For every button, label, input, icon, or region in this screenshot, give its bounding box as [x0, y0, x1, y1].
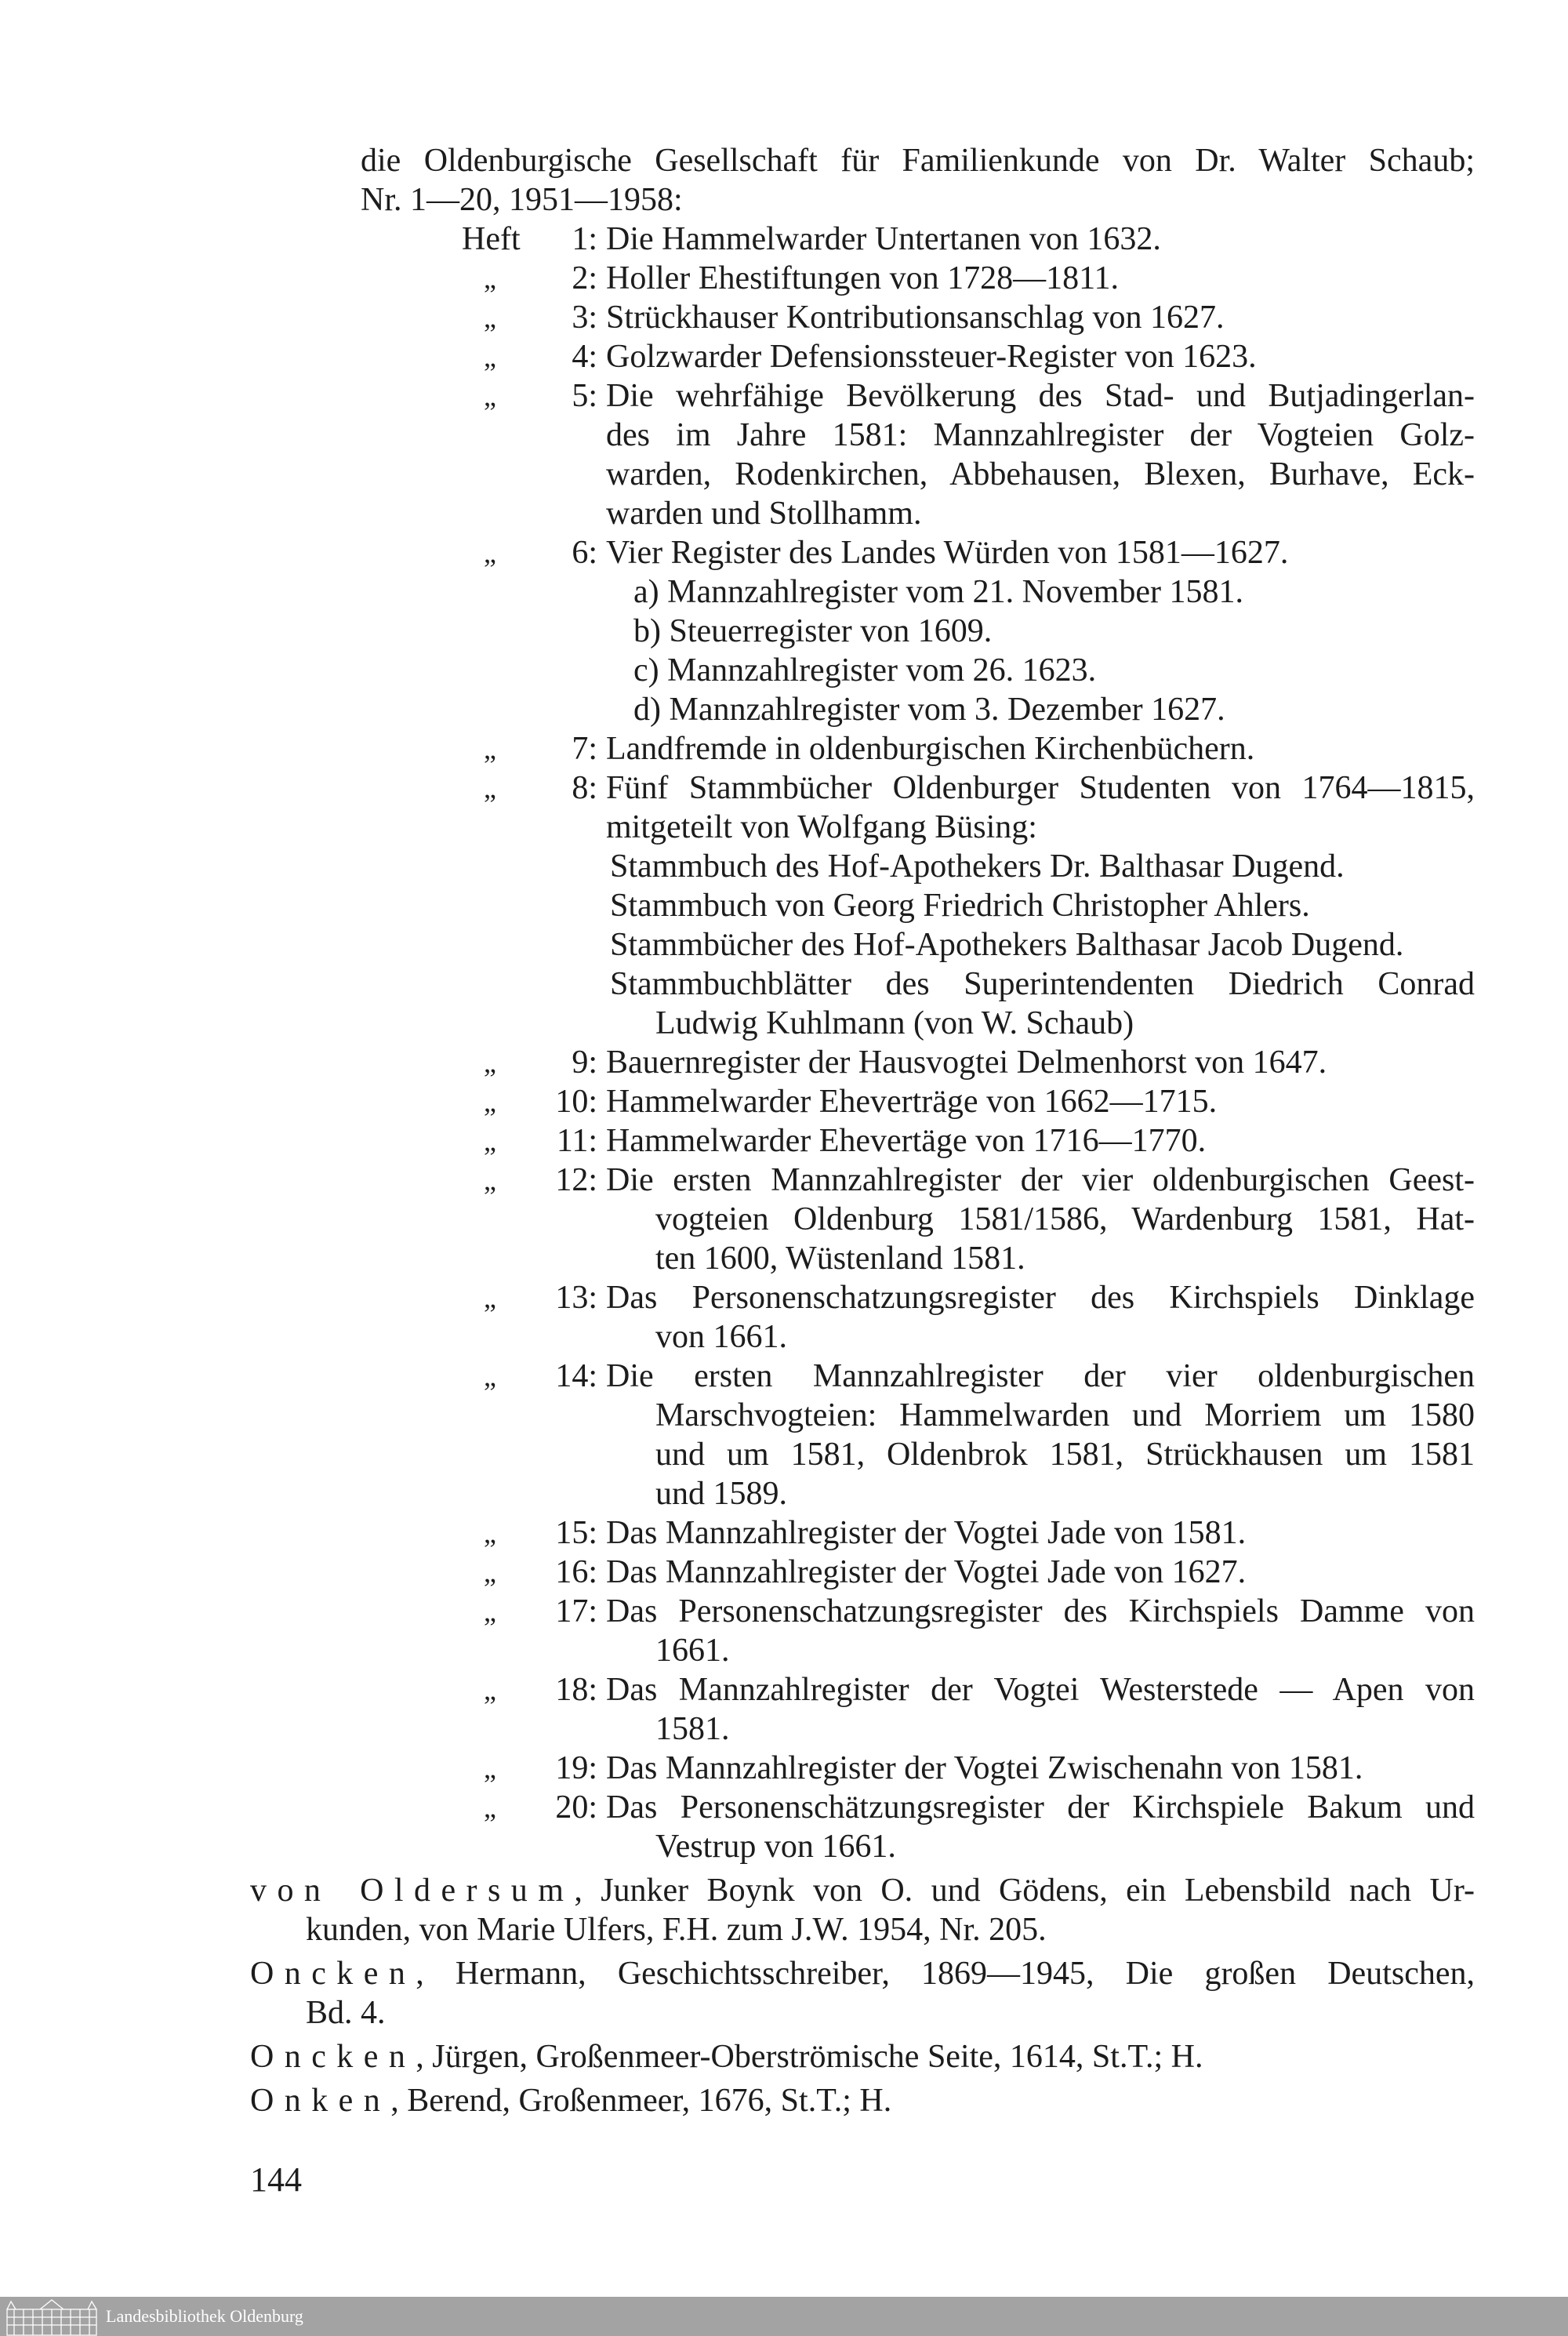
ditto-mark: „ — [484, 1753, 496, 1784]
text-line: Vestrup von 1661. — [655, 1829, 896, 1865]
ditto-mark: „ — [484, 537, 496, 569]
item-number: 6: — [572, 535, 597, 571]
entry-text: , Jürgen, Großenmeer-Oberströmische Seite, 1614, St.T.; H. — [416, 2039, 1203, 2075]
text-line: Das Mannzahlregister der Vogtei Westerstede — Apen von — [606, 1672, 1475, 1708]
text-line: a) Mannzahlregister vom 21. November 1581. — [633, 574, 1243, 610]
entry-text: , Berend, Großenmeer, 1676, St.T.; H. — [390, 2083, 892, 2119]
text-line: Marschvogteien: Hammelwarden und Morriem um 1580 — [655, 1397, 1475, 1433]
text-line: Stammbuchblätter des Superintendenten Diedrich Conrad — [610, 966, 1475, 1002]
entry-name: Onken — [250, 2083, 391, 2119]
item-number: 3: — [572, 300, 597, 336]
item-number: 13: — [555, 1280, 597, 1316]
text-line: 1661. — [655, 1633, 730, 1669]
item-number: 16: — [555, 1554, 597, 1590]
ditto-mark: „ — [484, 1361, 496, 1392]
text-line: von 1661. — [655, 1319, 787, 1355]
entry-name: Oncken — [250, 2039, 416, 2075]
text-line: die Oldenburgische Gesellschaft für Familienkunde von Dr. Walter Schaub; — [361, 143, 1475, 179]
text-line: Stammbücher des Hof-Apothekers Balthasar Jacob Dugend. — [610, 927, 1404, 963]
ditto-mark: „ — [484, 733, 496, 765]
text-line: Die wehrfähige Bevölkerung des Stad- und Butjadingerlan- — [606, 378, 1475, 414]
entry-heading-line — [250, 1954, 1475, 1993]
text-line: warden, Rodenkirchen, Abbehausen, Blexen, Burhave, Eck- — [606, 456, 1475, 492]
item-number: 20: — [555, 1789, 597, 1826]
text-line: Stammbuch des Hof-Apothekers Dr. Balthasar Dugend. — [610, 848, 1345, 885]
ditto-mark: „ — [484, 1086, 496, 1117]
text-line: Strückhauser Kontributionsanschlag von 1627. — [606, 300, 1225, 336]
text-line: Hammelwarder Ehevertäge von 1716—1770. — [606, 1123, 1207, 1159]
text-line: warden und Stollhamm. — [606, 496, 922, 532]
footer-bar — [0, 2297, 1568, 2336]
item-number: 12: — [555, 1162, 597, 1198]
text-line: Das Personenschatzungsregister des Kirchspiels Dinklage — [606, 1280, 1475, 1316]
ditto-mark: „ — [484, 1282, 496, 1313]
text-line: Hammelwarder Eheverträge von 1662—1715. — [606, 1084, 1218, 1120]
item-number: 8: — [572, 770, 597, 806]
item-number: 17: — [555, 1593, 597, 1629]
ditto-mark: „ — [484, 263, 496, 294]
text-line: mitgeteilt von Wolfgang Büsing: — [606, 809, 1037, 845]
item-number: 7: — [572, 731, 597, 767]
text-line: Die ersten Mannzahlregister der vier oldenburgischen — [606, 1358, 1475, 1394]
text-line: des im Jahre 1581: Mannzahlregister der Vogteien Golz- — [606, 417, 1475, 453]
entry-text: , Hermann, Geschichtsschreiber, 1869—1945, Die großen Deutschen, — [416, 1956, 1475, 1992]
entry-name: Oncken — [250, 1956, 416, 1992]
entry-heading-line — [250, 2081, 891, 2120]
text-line: Das Mannzahlregister der Vogtei Zwischenahn von 1581. — [606, 1750, 1363, 1786]
item-number: 10: — [555, 1084, 597, 1120]
text-line: Landfremde in oldenburgischen Kirchenbüchern. — [606, 731, 1255, 767]
text-line: Das Personenschätzungsregister der Kirchspiele Bakum und — [606, 1789, 1475, 1826]
library-building-logo-icon — [5, 2298, 99, 2336]
text-line: Bd. 4. — [306, 1995, 386, 2031]
text-line: Ludwig Kuhlmann (von W. Schaub) — [655, 1005, 1134, 1041]
text-line: 1581. — [655, 1711, 730, 1747]
ditto-mark: „ — [484, 1792, 496, 1823]
text-line: Fünf Stammbücher Oldenburger Studenten von 1764—1815, — [606, 770, 1475, 806]
item-number: 14: — [555, 1358, 597, 1394]
ditto-mark: „ — [484, 1674, 496, 1706]
text-line: kunden, von Marie Ulfers, F.H. zum J.W. 1954, Nr. 205. — [306, 1912, 1047, 1948]
text-line: und 1589. — [655, 1476, 787, 1512]
entry-heading-line — [250, 2037, 1203, 2076]
text-line: ten 1600, Wüstenland 1581. — [655, 1241, 1025, 1277]
text-line: Bauernregister der Hausvogtei Delmenhorst von 1647. — [606, 1044, 1327, 1081]
item-number: 5: — [572, 378, 597, 414]
item-number: 2: — [572, 260, 597, 296]
ditto-mark: „ — [484, 1557, 496, 1588]
ditto-mark: „ — [484, 1596, 496, 1627]
ditto-mark: „ — [484, 341, 496, 372]
ditto-mark: „ — [484, 1517, 496, 1549]
text-line: Vier Register des Landes Würden von 1581—1627. — [606, 535, 1289, 571]
ditto-mark: „ — [484, 1164, 496, 1196]
heft-label: Heft — [462, 221, 521, 257]
page-number: 144 — [250, 2160, 302, 2199]
ditto-mark: „ — [484, 1047, 496, 1078]
text-line: Die ersten Mannzahlregister der vier oldenburgischen Geest- — [606, 1162, 1475, 1198]
ditto-mark: „ — [484, 772, 496, 804]
text-line: Das Mannzahlregister der Vogtei Jade von 1627. — [606, 1554, 1247, 1590]
text-line: d) Mannzahlregister vom 3. Dezember 1627. — [633, 692, 1225, 728]
item-number: 9: — [572, 1044, 597, 1081]
entry-name: von Oldersum — [250, 1873, 575, 1909]
ditto-mark: „ — [484, 302, 496, 333]
entry-text: , Junker Boynk von O. und Gödens, ein Lebensbild nach Ur- — [574, 1873, 1475, 1909]
text-line: vogteien Oldenburg 1581/1586, Wardenburg 1581, Hat- — [655, 1201, 1475, 1237]
entry-heading-line — [250, 1871, 1475, 1910]
text-line: und um 1581, Oldenbrok 1581, Strückhausen um 1581 — [655, 1437, 1475, 1473]
item-number: 18: — [555, 1672, 597, 1708]
ditto-mark: „ — [484, 1125, 496, 1157]
text-line: Stammbuch von Georg Friedrich Christopher Ahlers. — [610, 888, 1310, 924]
text-line: Das Mannzahlregister der Vogtei Jade von 1581. — [606, 1515, 1247, 1551]
text-line: b) Steuerregister von 1609. — [633, 613, 993, 649]
text-line: c) Mannzahlregister vom 26. 1623. — [633, 652, 1097, 688]
item-number: 19: — [555, 1750, 597, 1786]
text-line: Golzwarder Defensionssteuer-Register von 1623. — [606, 339, 1257, 375]
text-line: Das Personenschatzungsregister des Kirchspiels Damme von — [606, 1593, 1475, 1629]
library-name: Landesbibliothek Oldenburg — [106, 2306, 303, 2326]
item-number: 11: — [556, 1123, 597, 1159]
text-line: Die Hammelwarder Untertanen von 1632. — [606, 221, 1161, 257]
ditto-mark: „ — [484, 380, 496, 412]
text-line: Holler Ehestiftungen von 1728—1811. — [606, 260, 1120, 296]
item-number: 4: — [572, 339, 597, 375]
text-line: Nr. 1—20, 1951—1958: — [361, 182, 683, 218]
item-number: 15: — [555, 1515, 597, 1551]
item-number: 1: — [572, 221, 597, 257]
